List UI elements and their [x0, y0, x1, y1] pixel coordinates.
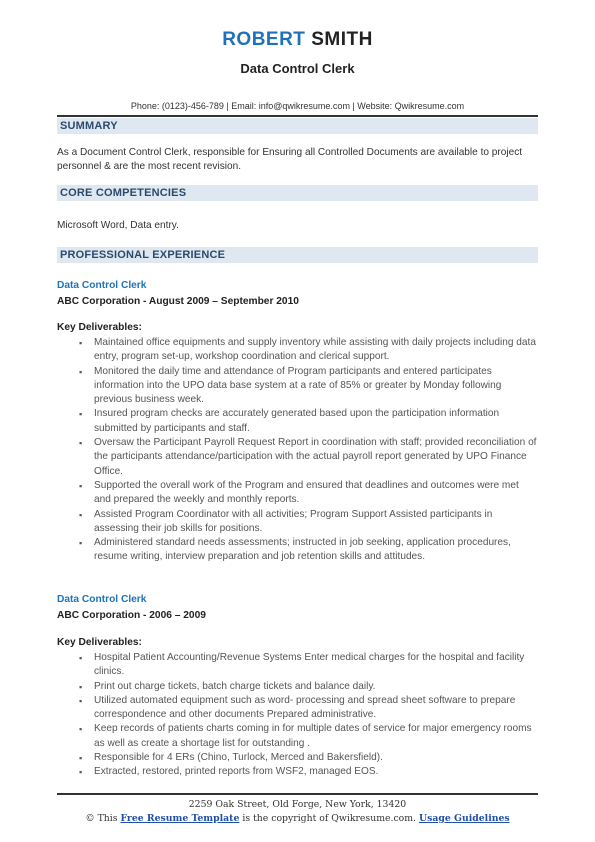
summary-text: As a Document Control Clerk, responsible for Ensuring all Controlled Documents are available to project personnel & are the most recent revision. — [57, 147, 523, 172]
first-name: ROBERT — [222, 29, 306, 50]
header-divider — [57, 115, 538, 117]
last-name: SMITH — [311, 29, 373, 50]
list-item: ▪ Assisted Program Coordinator with all activities; Program Support Assisted participants in assessing their job skills for positions. — [79, 508, 538, 537]
list-item: ▪ Extracted, restored, printed reports from WSF2, managed EOS. — [79, 765, 538, 779]
summary-heading: SUMMARY — [60, 120, 118, 132]
key-deliverables-label: Key Deliverables: — [57, 322, 142, 333]
summary-bar — [57, 118, 538, 134]
list-item: ▪ Insured program checks are accurately generated based upon the participation information submitted by participants and staff. — [79, 407, 538, 436]
contact-line: Phone: (0123)-456-789 | Email: info@qwikresume.com | Website: Qwikresume.com — [130, 101, 465, 111]
candidate-role: Data Control Clerk — [240, 61, 355, 76]
list-item: ▪ Print out charge tickets, batch charge tickets and balance daily. — [79, 680, 538, 694]
job-title: Data Control Clerk — [57, 280, 147, 291]
list-item: ▪ Maintained office equipments and supply inventory while assisting with daily projects including data entry, program set-up, workshop coordination and clerical support. — [79, 336, 538, 365]
list-item: ▪ Hospital Patient Accounting/Revenue Systems Enter medical charges for the hospital and facility clinics. — [79, 651, 538, 680]
experience-heading: PROFESSIONAL EXPERIENCE — [60, 249, 226, 261]
competencies-heading: CORE COMPETENCIES — [60, 187, 187, 199]
footer-copyright — [0, 813, 595, 825]
footer-address: 2259 Oak Street, Old Forge, New York, 13420 — [188, 799, 407, 810]
usage-guidelines-link[interactable]: Usage Guidelines — [419, 813, 510, 824]
footer-divider — [57, 793, 538, 795]
key-deliverables-label: Key Deliverables: — [57, 637, 142, 648]
list-item: ▪ Utilized automated equipment such as word- processing and spread sheet software to prepare correspondence and other documents Prepared administrative. — [79, 694, 538, 723]
job-company: ABC Corporation - August 2009 – September 2010 — [57, 296, 299, 307]
list-item: ▪ Supported the overall work of the Program and ensured that deadlines and outcomes were met and prepared the weekly and monthly reports. — [79, 479, 538, 508]
copyright-prefix: © This — [85, 813, 118, 824]
deliverables-list — [79, 651, 538, 780]
candidate-name — [0, 29, 595, 51]
free-resume-template-link[interactable]: Free Resume Template — [120, 813, 240, 824]
list-item: ▪ Administered standard needs assessments; instructed in job seeking, application procedures, resume writing, interview preparation and job retention skills and attitudes. — [79, 536, 538, 565]
list-item: ▪ Keep records of patients charts coming in for multiple dates of service for major emergency rooms as well as create a shortage list for outstanding . — [79, 722, 538, 751]
job-company: ABC Corporation - 2006 – 2009 — [57, 610, 206, 621]
competencies-text: Microsoft Word, Data entry. — [57, 220, 179, 231]
job-title: Data Control Clerk — [57, 594, 147, 605]
list-item: ▪ Oversaw the Participant Payroll Request Report in coordination with staff; provided reconciliation of the participants attendance/participation with the actual payroll report generated by UPO Finance Office. — [79, 436, 538, 479]
list-item: ▪ Responsible for 4 ERs (Chino, Turlock, Merced and Bakersfield). — [79, 751, 538, 765]
copyright-middle: is the copyright of Qwikresume.com. — [242, 813, 417, 824]
deliverables-list — [79, 336, 538, 565]
list-item: ▪ Monitored the daily time and attendance of Program participants and entered participates information into the UPO data base system at a rate of 85% or greater by Monday following previous business week. — [79, 365, 538, 408]
